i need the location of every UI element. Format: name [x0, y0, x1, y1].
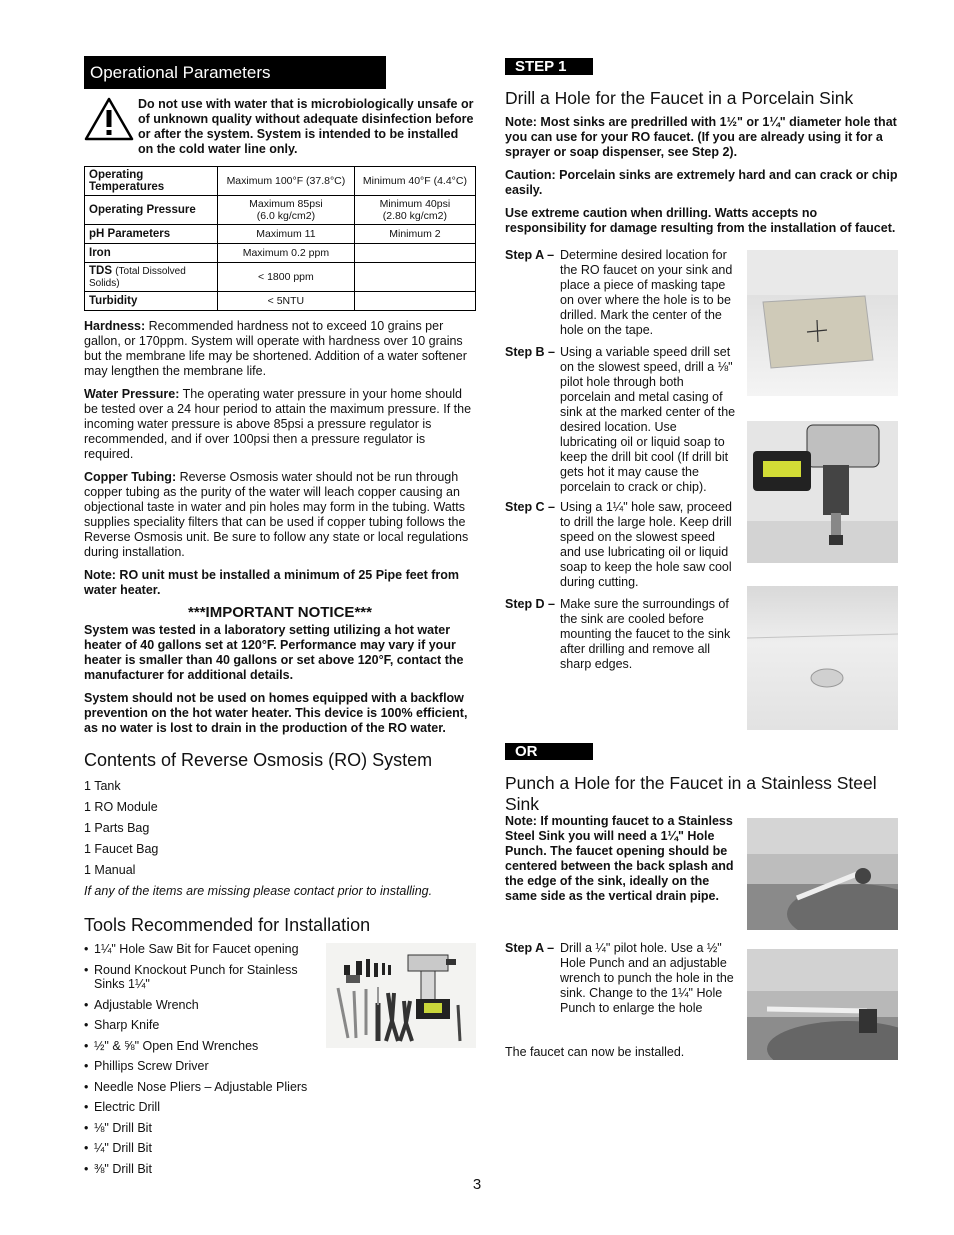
parameter-row — [85, 167, 476, 196]
parameter-min — [354, 263, 475, 292]
tool-item: • ½" & ⅝" Open End Wrenches — [84, 1039, 316, 1054]
step-1-badge: STEP 1 — [505, 58, 593, 75]
tools-photo — [326, 943, 476, 1048]
tool-item: • Adjustable Wrench — [84, 998, 316, 1013]
step-text: Make sure the surroundings of the sink are cooled before mounting the faucet to the sink after drilling and remove all sharp edges. — [560, 597, 731, 671]
right-column — [505, 58, 898, 236]
contents-note: If any of the items are missing please contact prior to installing. — [84, 884, 433, 898]
warning-triangle-icon — [84, 97, 134, 157]
tool-item: • Round Knockout Punch for Stainless Sinks 1¼" — [84, 963, 316, 992]
hole-punch-photo — [747, 949, 898, 1060]
tool-item: • Phillips Screw Driver — [84, 1059, 316, 1074]
stainless-sink-photo — [747, 818, 898, 930]
parameter-max: Maximum 100°F (37.8°C) — [218, 167, 355, 196]
pipe-distance-note: Note: RO unit must be installed a minimum of 25 Pipe feet from water heater. — [84, 568, 460, 597]
drill-photo — [747, 421, 898, 563]
page-number: 3 — [472, 1176, 482, 1193]
parameter-max: Maximum 0.2 ppm — [218, 244, 355, 263]
parameter-row — [85, 225, 476, 244]
parameter-min — [354, 244, 475, 263]
drill-title: Drill a Hole for the Faucet in a Porcelain Sink — [505, 88, 854, 108]
parameter-row — [85, 263, 476, 292]
step-text: Using a 1¼" hole saw, proceed to drill the large hole. Keep drill speed on the slowest speed and use lubricating oil or liquid soap to keep the hole saw cool during cutting. — [560, 500, 732, 589]
contents-list — [84, 779, 476, 878]
left-column — [84, 56, 476, 1182]
extreme-caution-note: Use extreme caution when drilling. Watts accepts no responsibility for damage resulting from the installation of faucet. — [505, 206, 896, 235]
parameter-label: Iron — [85, 244, 218, 263]
parameter-max: < 1800 ppm — [218, 263, 355, 292]
step-label: Step D – — [505, 597, 556, 611]
parameter-min — [354, 292, 475, 311]
contents-title: Contents of Reverse Osmosis (RO) System — [84, 750, 433, 770]
step-text: Drill a ¼" pilot hole. Use a ½" Hole Punch and an adjustable wrench to punch the hole in the sink. Change to the 1¼" Hole Punch to enlarge the hole — [560, 941, 734, 1015]
tool-item: • 1¼" Hole Saw Bit for Faucet opening — [84, 942, 316, 957]
step-label: Step C – — [505, 500, 556, 514]
parameter-label: TDS (Total Dissolved Solids) — [85, 263, 218, 292]
parameter-row — [85, 244, 476, 263]
tools-title: Tools Recommended for Installation — [84, 915, 371, 935]
parameter-row — [85, 196, 476, 225]
parameter-row — [85, 292, 476, 311]
punch-title: Punch a Hole for the Faucet in a Stainless Steel Sink — [505, 773, 877, 814]
parameter-min: Minimum 2 — [354, 225, 475, 244]
parameter-max: Maximum 85psi (6.0 kg/cm2) — [218, 196, 355, 225]
tools-list — [84, 942, 316, 1176]
tool-item: • Sharp Knife — [84, 1018, 316, 1033]
contents-item: 1 Manual — [84, 863, 136, 877]
finished-hole-photo — [747, 586, 898, 730]
contents-item: 1 RO Module — [84, 800, 158, 814]
caution-note: Caution: Porcelain sinks are extremely hard and can crack or chip easily. — [505, 168, 898, 197]
parameter-max: < 5NTU — [218, 292, 355, 311]
step-label: Step A – — [505, 941, 555, 955]
final-note: The faucet can now be installed. — [505, 1045, 685, 1059]
contents-item: 1 Parts Bag — [84, 821, 150, 835]
tool-item: • ⅛" Drill Bit — [84, 1121, 316, 1136]
step-text: Using a variable speed drill set on the slowest speed, drill a ⅛" pilot hole through both porcelain and metal casing of sink at the marked center of the desired location. Use lubricating oil or liquid soap to keep the drill bit cool (If drill bit gets hot it may cause the porcelain to crack or chip). — [560, 345, 736, 494]
contents-item: 1 Tank — [84, 779, 121, 793]
hardness-paragraph: Hardness: Recommended hardness not to exceed 10 grains per gallon, or 170ppm. System will operate with hardness over 10 grains but the membrane life may be shortened. Addition of a water softener may lengthen the membrane life. — [84, 319, 467, 378]
warning-text: Do not use with water that is microbiologically unsafe or of unknown quality without adequate disinfection before or after the system. System is intended to be installed on the cold water line only. — [138, 97, 474, 156]
parameter-min: Minimum 40psi (2.80 kg/cm2) — [354, 196, 475, 225]
parameter-max: Maximum 11 — [218, 225, 355, 244]
parameters-table — [84, 166, 476, 311]
tool-item: • Electric Drill — [84, 1100, 316, 1115]
important-notice-title: ***IMPORTANT NOTICE*** — [188, 604, 372, 621]
step-label: Step B – — [505, 345, 556, 359]
or-badge: OR — [505, 743, 593, 760]
warning-block — [84, 97, 476, 157]
parameter-min: Minimum 40°F (4.4°C) — [354, 167, 475, 196]
contents-item: 1 Faucet Bag — [84, 842, 159, 856]
water-pressure-paragraph: Water Pressure: The operating water pressure in your home should be tested over a 24 hour period to attain the maximum pressure. If the incoming water pressure is above 85psi a pressure regulator is recommended, and if over 100psi then a pressure regulator is required. — [84, 387, 472, 461]
parameter-label: Turbidity — [85, 292, 218, 311]
parameter-label: pH Parameters — [85, 225, 218, 244]
notice-paragraph-1: System was tested in a laboratory setting utilizing a hot water heater of 40 gallons set at 120°F. Performance may vary if your heater is smaller than 40 gallons or set above 120°F, contact the manufacturer for additional details. — [84, 623, 464, 682]
tape-on-sink-photo — [747, 250, 898, 396]
parameter-label: Operating Pressure — [85, 196, 218, 225]
parameter-label: Operating Temperatures — [85, 167, 218, 196]
copper-tubing-paragraph: Copper Tubing: Reverse Osmosis water should not be run through copper tubing as the purity of the water will leach copper causing an objectional taste in water and pin holes may form in the tubing. Watts supplies speciality filters that can be used if copper tubing follows the Reverse Osmosis unit. Be sure to follow any state or local regulations during installation. — [84, 470, 469, 559]
notice-paragraph-2: System should not be used on homes equipped with a backflow prevention on the hot water heater. This device is 100% efficient, as no water is lost to drain in the production of the RO water. — [84, 691, 468, 735]
tool-item: • ⅜" Drill Bit — [84, 1162, 316, 1177]
step-text: Determine desired location for the RO faucet on your sink and place a piece of masking tape on over where the hole is to be drilled. Mark the center of the hole on the tape. — [560, 248, 733, 337]
tool-item: • Needle Nose Pliers – Adjustable Pliers — [84, 1080, 316, 1095]
punch-note: Note: If mounting faucet to a Stainless Steel Sink you will need a 1¼" Hole Punch. The faucet opening should be centered between the back splash and the edge of the sink, ideally on the same side as the vertical drain pipe. — [505, 814, 734, 903]
predrilled-note: Note: Most sinks are predrilled with 1½" or 1¼" diameter hole that you can use for your RO faucet. (If you are already using it for a sprayer or soap dispenser, see Step 2). — [505, 115, 897, 159]
step-label: Step A – — [505, 248, 555, 262]
section-title-operational-parameters: Operational Parameters — [84, 56, 386, 89]
tool-item: • ¼" Drill Bit — [84, 1141, 316, 1156]
